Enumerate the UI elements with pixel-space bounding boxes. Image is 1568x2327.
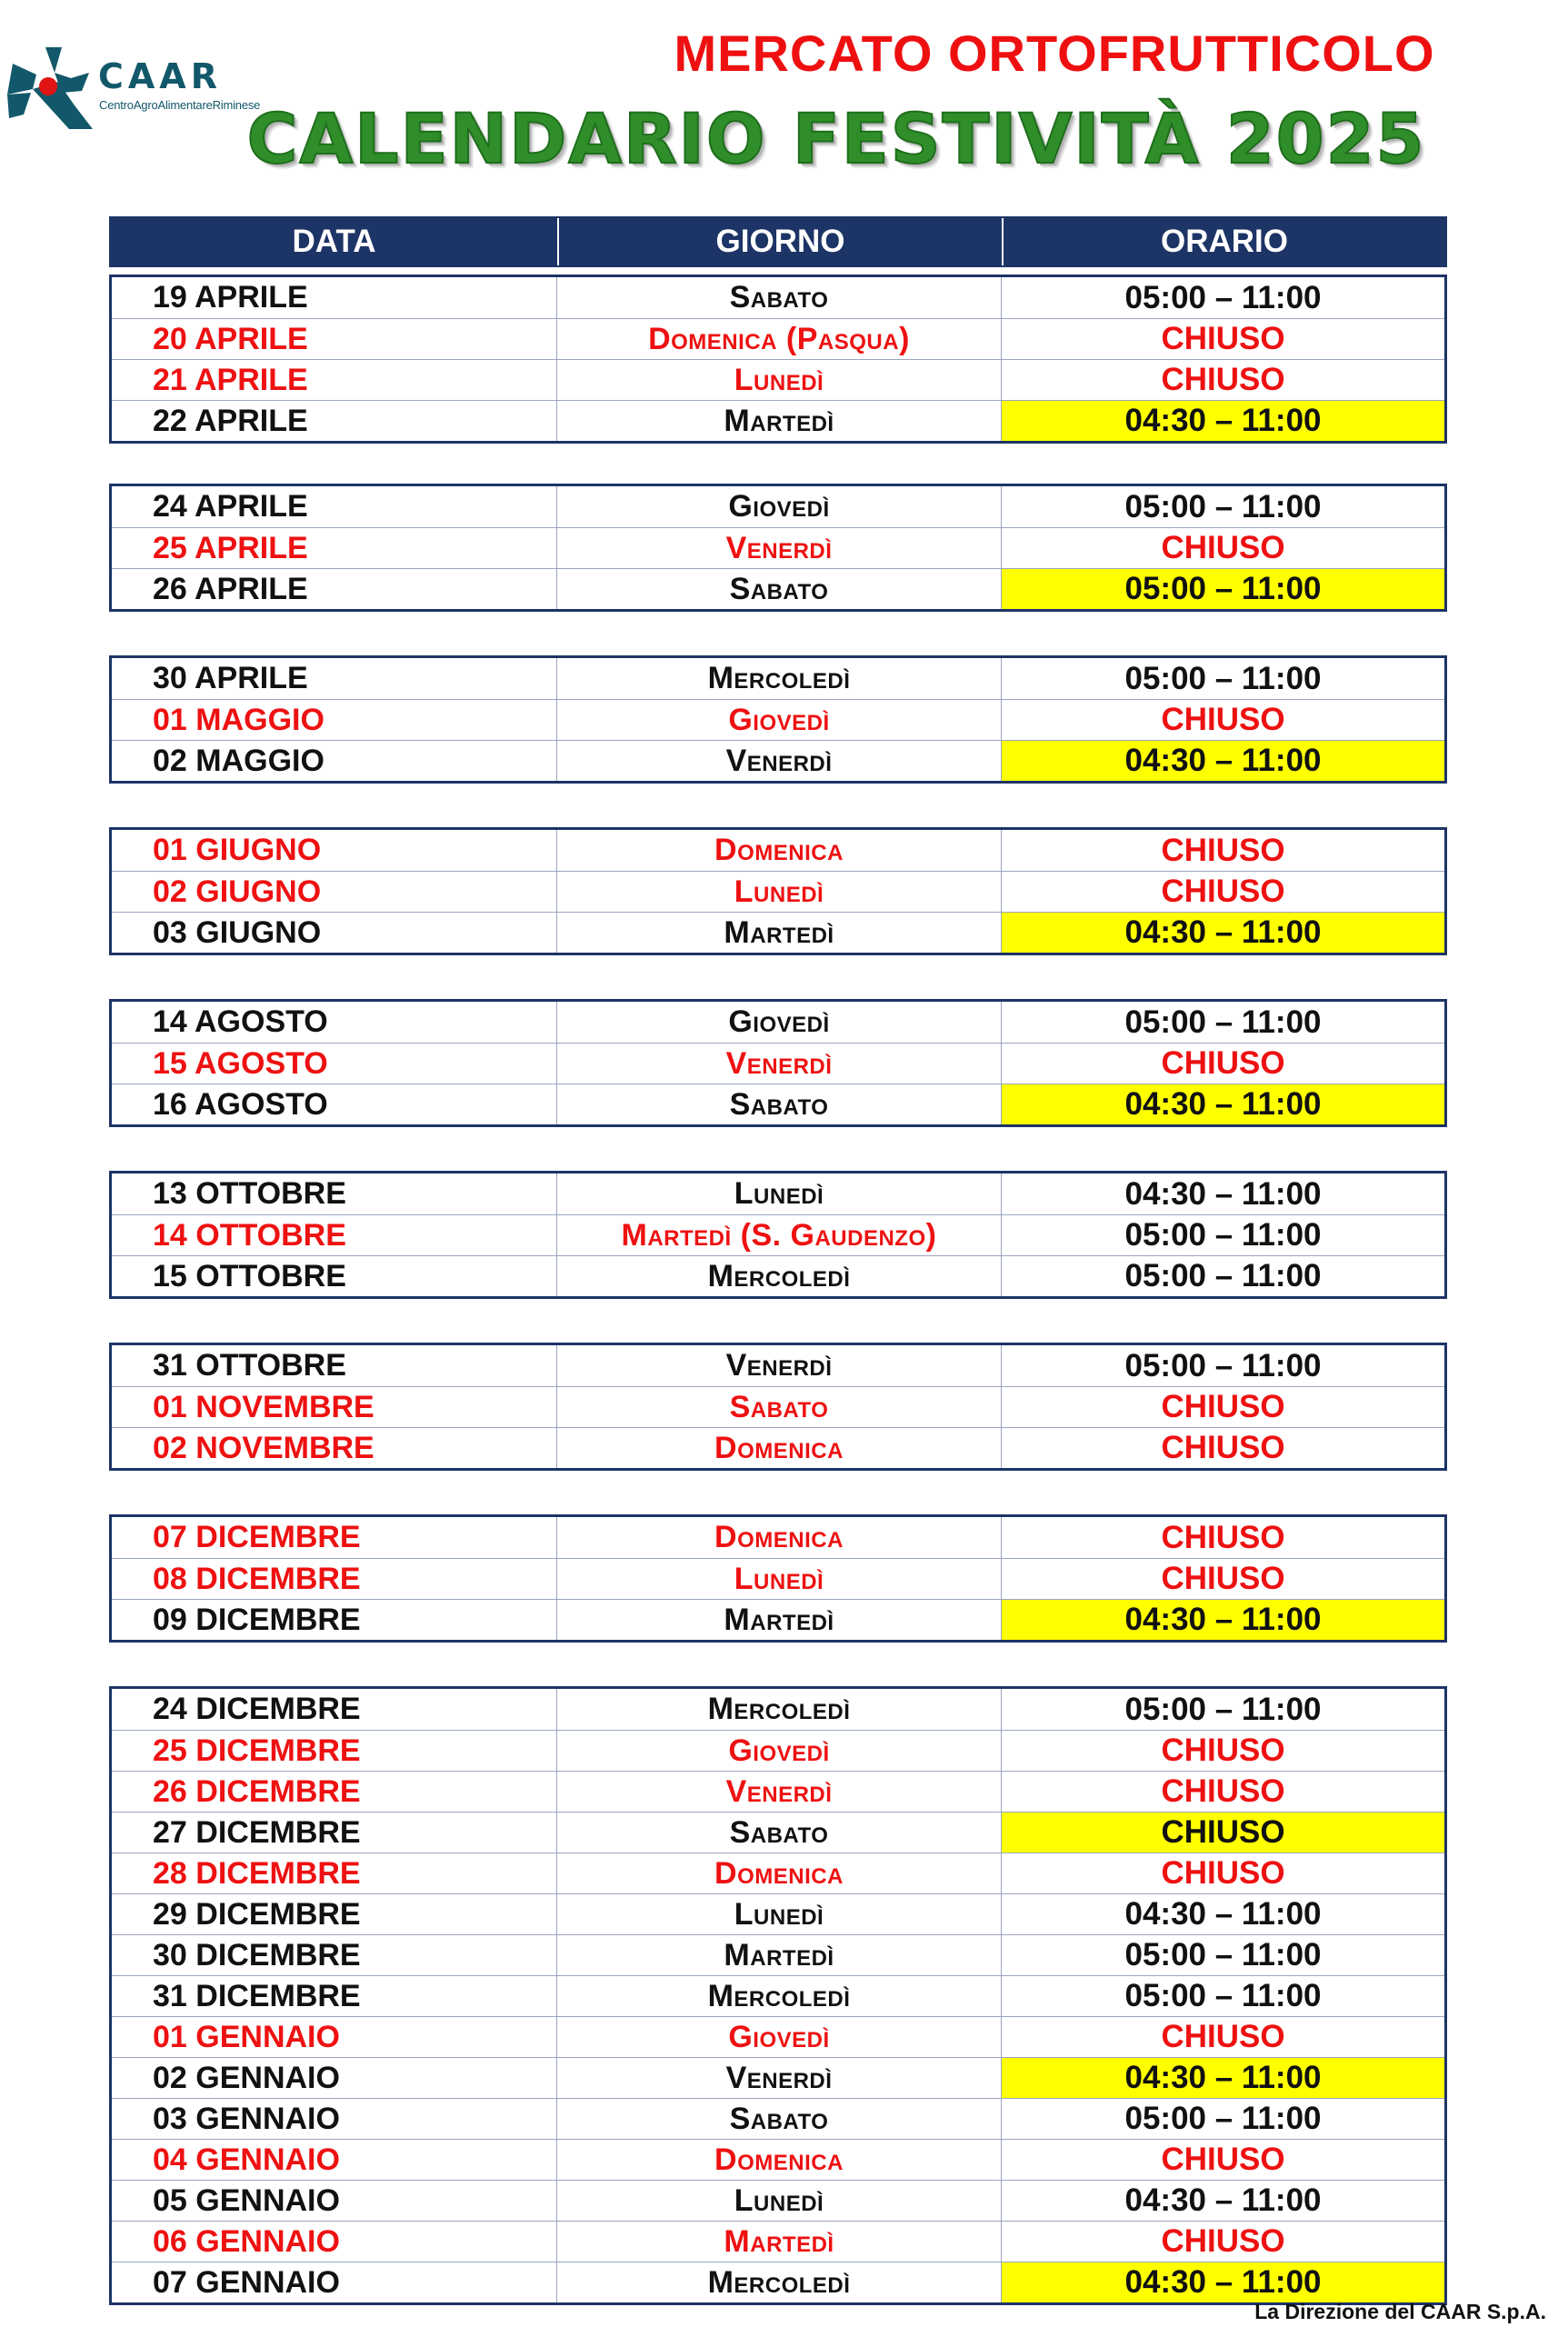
date-cell: 26 APRILE — [153, 571, 308, 606]
date-cell: 21 APRILE — [153, 362, 308, 397]
hours-cell: CHIUSO — [1001, 2140, 1444, 2180]
date-cell: 01 GENNAIO — [153, 2019, 340, 2054]
day-cell: Lunedì — [556, 1559, 1001, 1599]
date-group — [109, 827, 1447, 955]
day-cell: Domenica (Pasqua) — [556, 319, 1001, 359]
date-cell: 15 OTTOBRE — [153, 1258, 346, 1293]
table-row — [112, 1386, 1444, 1427]
table-row — [112, 2139, 1444, 2180]
table-row — [112, 1558, 1444, 1599]
logo-subtitle: CentroAgroAlimentareRiminese — [99, 98, 261, 112]
hours-cell: 04:30 – 11:00 — [1001, 401, 1444, 441]
hours-cell: CHIUSO — [1001, 872, 1444, 912]
date-cell: 31 OTTOBRE — [153, 1348, 346, 1383]
column-header-day: GIORNO — [557, 218, 1002, 265]
table-row — [112, 2221, 1444, 2262]
table-row — [112, 1427, 1444, 1468]
date-cell: 04 GENNAIO — [153, 2142, 340, 2177]
table-row — [112, 359, 1444, 400]
day-cell: Lunedì — [556, 2181, 1001, 2221]
page-title: CALENDARIO FESTIVITÀ 2025 — [246, 98, 1426, 179]
column-header-date: DATA — [292, 224, 376, 259]
table-row — [112, 486, 1444, 527]
date-cell: 09 DICEMBRE — [153, 1602, 361, 1637]
date-cell: 01 MAGGIO — [153, 702, 325, 737]
date-cell: 14 AGOSTO — [153, 1004, 328, 1039]
hours-cell: 05:00 – 11:00 — [1001, 1689, 1444, 1730]
hours-cell: 04:30 – 11:00 — [1001, 1894, 1444, 1934]
date-group — [109, 1343, 1447, 1471]
hours-cell: 05:00 – 11:00 — [1001, 1256, 1444, 1296]
date-cell: 02 GENNAIO — [153, 2060, 340, 2095]
date-cell: 16 AGOSTO — [153, 1086, 328, 1122]
date-cell: 03 GIUGNO — [153, 914, 322, 950]
table-row — [112, 1934, 1444, 1975]
table-row — [112, 1043, 1444, 1084]
table-row — [112, 527, 1444, 568]
table-row — [112, 1517, 1444, 1558]
date-cell: 26 DICEMBRE — [153, 1773, 361, 1809]
table-row — [112, 658, 1444, 699]
day-cell: Venerdì — [556, 528, 1001, 568]
footer-signature: La Direzione del CAAR S.p.A. — [1254, 2300, 1546, 2323]
caar-logo-icon — [5, 45, 100, 133]
table-row — [112, 830, 1444, 871]
table-row — [112, 318, 1444, 359]
date-cell: 31 DICEMBRE — [153, 1978, 361, 2013]
date-cell: 28 DICEMBRE — [153, 1855, 361, 1891]
table-row — [112, 2098, 1444, 2139]
day-cell: Giovedì — [556, 1731, 1001, 1771]
day-cell: Giovedì — [556, 486, 1001, 527]
date-cell: 07 GENNAIO — [153, 2264, 340, 2300]
day-cell: Mercoledì — [556, 658, 1001, 699]
day-cell: Giovedì — [556, 700, 1001, 740]
day-cell: Sabato — [556, 277, 1001, 318]
table-row — [112, 1893, 1444, 1934]
day-cell: Sabato — [556, 1387, 1001, 1427]
date-group — [109, 1171, 1447, 1299]
hours-cell: CHIUSO — [1001, 1813, 1444, 1853]
date-cell: 27 DICEMBRE — [153, 1814, 361, 1850]
day-cell: Venerdì — [556, 1772, 1001, 1812]
hours-cell: CHIUSO — [1001, 2222, 1444, 2262]
day-cell: Sabato — [556, 1084, 1001, 1124]
date-cell: 02 MAGGIO — [153, 743, 325, 778]
day-cell: Mercoledì — [556, 1256, 1001, 1296]
hours-cell: CHIUSO — [1001, 528, 1444, 568]
day-cell: Giovedì — [556, 2017, 1001, 2057]
table-row — [112, 1214, 1444, 1255]
day-cell: Domenica — [556, 1428, 1001, 1468]
table-row — [112, 1084, 1444, 1124]
table-row — [112, 871, 1444, 912]
hours-cell: 04:30 – 11:00 — [1001, 2262, 1444, 2302]
date-cell: 01 GIUGNO — [153, 833, 322, 867]
day-cell: Venerdì — [556, 1044, 1001, 1084]
date-group — [109, 999, 1447, 1127]
table-row — [112, 1599, 1444, 1640]
day-cell: Giovedì — [556, 1002, 1001, 1043]
day-cell: Mercoledì — [556, 2262, 1001, 2302]
date-group — [109, 484, 1447, 612]
hours-cell: CHIUSO — [1001, 1559, 1444, 1599]
date-cell: 15 AGOSTO — [153, 1045, 328, 1081]
hours-cell: CHIUSO — [1001, 360, 1444, 400]
date-cell: 25 DICEMBRE — [153, 1733, 361, 1768]
day-cell: Mercoledì — [556, 1976, 1001, 2016]
hours-cell: 05:00 – 11:00 — [1001, 569, 1444, 609]
day-cell: Martedì (S. Gaudenzo) — [556, 1215, 1001, 1255]
hours-cell: 04:30 – 11:00 — [1001, 1600, 1444, 1640]
table-row — [112, 2057, 1444, 2098]
day-cell: Domenica — [556, 1517, 1001, 1558]
hours-cell: 05:00 – 11:00 — [1001, 1935, 1444, 1975]
day-cell: Domenica — [556, 1853, 1001, 1893]
date-cell: 05 GENNAIO — [153, 2182, 340, 2218]
hours-cell: 04:30 – 11:00 — [1001, 1084, 1444, 1124]
hours-cell: 05:00 – 11:00 — [1001, 1215, 1444, 1255]
day-cell: Sabato — [556, 569, 1001, 609]
date-cell: 08 DICEMBRE — [153, 1561, 361, 1596]
table-row — [112, 699, 1444, 740]
day-cell: Sabato — [556, 1813, 1001, 1853]
hours-cell: CHIUSO — [1001, 1517, 1444, 1558]
table-row — [112, 568, 1444, 609]
date-cell: 24 DICEMBRE — [153, 1692, 361, 1726]
date-cell: 03 GENNAIO — [153, 2101, 340, 2136]
date-group — [109, 1686, 1447, 2305]
table-row — [112, 1771, 1444, 1812]
table-row — [112, 2016, 1444, 2057]
date-cell: 02 NOVEMBRE — [153, 1430, 375, 1465]
date-group — [109, 275, 1447, 444]
day-cell: Martedì — [556, 401, 1001, 441]
page-supertitle: MERCATO ORTOFRUTTICOLO — [674, 25, 1435, 82]
day-cell: Martedì — [556, 1600, 1001, 1640]
table-row — [112, 400, 1444, 441]
table-row — [112, 1853, 1444, 1893]
hours-cell: CHIUSO — [1001, 1853, 1444, 1893]
day-cell: Venerdì — [556, 741, 1001, 781]
table-row — [112, 1812, 1444, 1853]
day-cell: Domenica — [556, 2140, 1001, 2180]
table-row — [112, 1689, 1444, 1730]
date-cell: 06 GENNAIO — [153, 2223, 340, 2259]
hours-cell: 05:00 – 11:00 — [1001, 1976, 1444, 2016]
date-cell: 07 DICEMBRE — [153, 1520, 361, 1554]
day-cell: Martedì — [556, 1935, 1001, 1975]
table-row — [112, 1975, 1444, 2016]
hours-cell: 05:00 – 11:00 — [1001, 1002, 1444, 1043]
table-row — [112, 277, 1444, 318]
table-row — [112, 2180, 1444, 2221]
day-cell: Lunedì — [556, 1173, 1001, 1214]
column-header-hours: ORARIO — [1002, 218, 1445, 265]
hours-cell: 05:00 – 11:00 — [1001, 486, 1444, 527]
table-row — [112, 1173, 1444, 1214]
hours-cell: CHIUSO — [1001, 1428, 1444, 1468]
table-header — [109, 216, 1447, 267]
hours-cell: CHIUSO — [1001, 1044, 1444, 1084]
date-cell: 30 APRILE — [153, 661, 308, 695]
table-row — [112, 912, 1444, 953]
date-group — [109, 655, 1447, 784]
day-cell: Lunedì — [556, 360, 1001, 400]
date-cell: 13 OTTOBRE — [153, 1176, 346, 1211]
table-row — [112, 1345, 1444, 1386]
date-cell: 19 APRILE — [153, 280, 308, 315]
day-cell: Mercoledì — [556, 1689, 1001, 1730]
table-row — [112, 1002, 1444, 1043]
hours-cell: CHIUSO — [1001, 1772, 1444, 1812]
table-row — [112, 2262, 1444, 2302]
hours-cell: CHIUSO — [1001, 319, 1444, 359]
date-cell: 22 APRILE — [153, 403, 308, 438]
date-cell: 24 APRILE — [153, 489, 308, 524]
table-row — [112, 1255, 1444, 1296]
hours-cell: 04:30 – 11:00 — [1001, 913, 1444, 953]
date-cell: 30 DICEMBRE — [153, 1937, 361, 1972]
hours-cell: CHIUSO — [1001, 700, 1444, 740]
hours-cell: CHIUSO — [1001, 1387, 1444, 1427]
date-cell: 25 APRILE — [153, 530, 308, 565]
hours-cell: 04:30 – 11:00 — [1001, 2058, 1444, 2098]
hours-cell: 04:30 – 11:00 — [1001, 1173, 1444, 1214]
hours-cell: 05:00 – 11:00 — [1001, 277, 1444, 318]
hours-cell: CHIUSO — [1001, 830, 1444, 871]
table-row — [112, 1730, 1444, 1771]
day-cell: Lunedì — [556, 872, 1001, 912]
date-cell: 14 OTTOBRE — [153, 1217, 346, 1253]
hours-cell: 05:00 – 11:00 — [1001, 2099, 1444, 2139]
date-cell: 02 GIUGNO — [153, 874, 322, 909]
day-cell: Venerdì — [556, 2058, 1001, 2098]
date-group — [109, 1514, 1447, 1643]
hours-cell: CHIUSO — [1001, 2017, 1444, 2057]
day-cell: Lunedì — [556, 1894, 1001, 1934]
hours-cell: CHIUSO — [1001, 1731, 1444, 1771]
hours-cell: 04:30 – 11:00 — [1001, 741, 1444, 781]
day-cell: Sabato — [556, 2099, 1001, 2139]
date-cell: 20 APRILE — [153, 321, 308, 356]
day-cell: Martedì — [556, 2222, 1001, 2262]
hours-cell: 04:30 – 11:00 — [1001, 2181, 1444, 2221]
day-cell: Domenica — [556, 830, 1001, 871]
date-cell: 01 NOVEMBRE — [153, 1389, 375, 1424]
hours-cell: 05:00 – 11:00 — [1001, 1345, 1444, 1386]
date-cell: 29 DICEMBRE — [153, 1896, 361, 1932]
logo-wordmark: CAAR — [98, 56, 222, 96]
hours-cell: 05:00 – 11:00 — [1001, 658, 1444, 699]
day-cell: Martedì — [556, 913, 1001, 953]
day-cell: Venerdì — [556, 1345, 1001, 1386]
table-row — [112, 740, 1444, 781]
